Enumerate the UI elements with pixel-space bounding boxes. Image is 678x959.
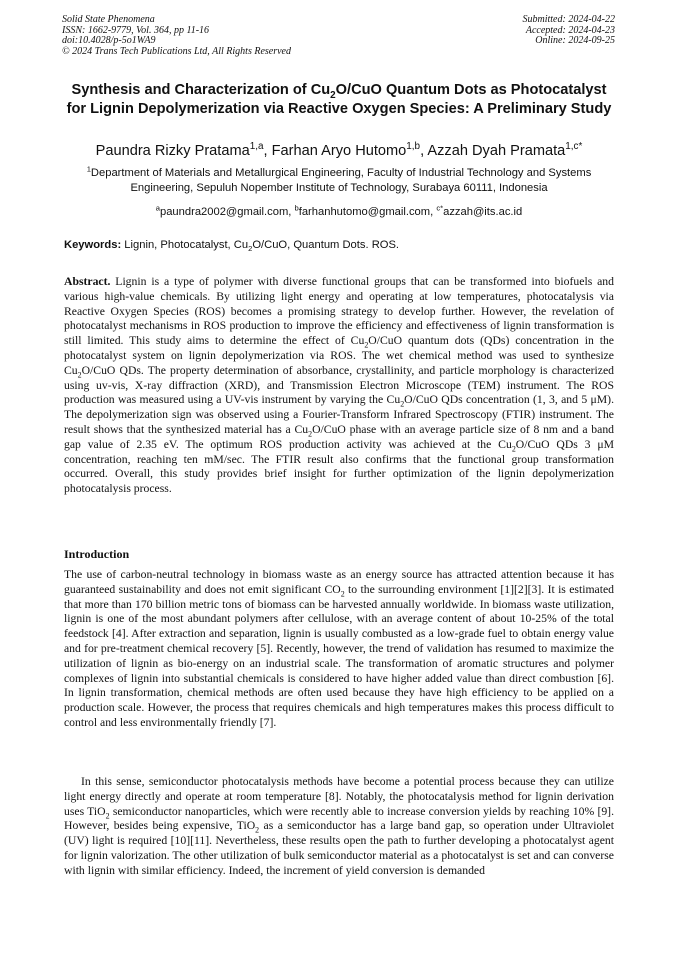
email-link[interactable]: azzah@its.ac.id <box>443 206 523 218</box>
keywords-subscript: 2 <box>248 244 253 254</box>
abstract <box>64 275 614 497</box>
abstract-subscript: 2 <box>308 429 313 439</box>
keywords <box>64 238 624 252</box>
accepted-date: Accepted: 2024-04-23 <box>525 24 615 36</box>
paragraph-subscript: 2 <box>340 589 345 599</box>
paragraph-text: In this sense, semiconductor photocatalysis methods have become a potential process because they can utilize light energy directly and operate at room temperature [8]. Notably, the photocatalysis method for lignin derivation uses TiO <box>64 775 614 818</box>
email-link[interactable]: paundra2002@gmail.com <box>159 206 289 218</box>
introduction-paragraph-2 <box>64 775 614 879</box>
title-text: Synthesis and Characterization of Cu <box>71 82 331 98</box>
abstract-subscript: 2 <box>77 370 82 380</box>
author-affiliation-mark: 1,c* <box>565 141 583 153</box>
author-name: Farhan Aryo Hutomo <box>271 143 407 159</box>
keywords-label: Keywords: <box>64 239 122 251</box>
paragraph-subscript: 2 <box>255 825 260 835</box>
email-mark: b <box>294 203 299 213</box>
paragraph-subscript: 2 <box>105 810 110 820</box>
abstract-subscript: 2 <box>400 399 405 409</box>
abstract-label: Abstract. <box>64 275 111 288</box>
abstract-text: O/CuO QDs 3 μM concentration, reaching ten mM/sec. The FTIR result also confirms that the functional group transformation occurred. Overall, this study provides brief insight for further optimization of the lignin depolymerization photocatalysis process. <box>64 437 614 496</box>
journal-issn: ISSN: 1662-9779, Vol. 364, pp 11-16 <box>62 24 210 36</box>
abstract-text: O/CuO phase with an average particle size of 8 nm and a band gap value of 2.35 eV. The optimum ROS production activity was achieved at the Cu <box>64 422 615 451</box>
paper-title <box>60 81 618 119</box>
online-date: Online: 2024-09-25 <box>535 35 615 47</box>
publication-dates <box>523 15 616 47</box>
journal-name: Solid State Phenomena <box>62 14 155 25</box>
author-list: Paundra Rizky Pratama$^{1,a}$, Farhan Aryo Hutomo$^{1,b}$, Azzah Dyah Pramata$^{1,c*}$ <box>95 141 583 159</box>
email-link[interactable]: farhanhutomo@gmail.com <box>298 206 431 218</box>
paragraph-text: to the surrounding environment [1][2][3]. It is estimated that more than 170 billion metric tons of biomass can be harvested annually worldwide. In biomass waste utilization, lignin is one of the most abundant polymers after cellulose, with an average content of about 10-25% of the total feedstock [4]. After extraction and separation, lignin is usually combusted as a low-grade fuel to obtain energy value and for pre-treatment chemical recovery [5]. Recently, however, the trend of validation has resumed to maximize the utilization of lignin as bio-energy on an industrial scale. The transformation of aromatic structures and polymer complexes of lignin into substantial chemicals is considered to have higher added value than direct combustion [6]. In lignin transformation, chemical methods are often used because they have high efficiency to be applied on a production scale. However, the process that requires chemicals and high temperatures makes this process difficult to control and less environmentally friendly [7]. <box>64 582 615 729</box>
abstract-text: Lignin is a type of polymer with diverse functional groups that can be transformed into biofuels and various high-value chemicals. By utilizing light energy and operating at low temperatures, photocatalysis via Reactive Oxygen Species (ROS) becomes a promising strategy to develop further. However, the revelation of photocatalyst mechanisms in ROS production to improve the efficiency and effectiveness of lignin transformation is still limited. This study aims to determine the effect of Cu <box>64 275 614 348</box>
affiliation-mark: 1 <box>86 164 91 174</box>
author-affiliation-mark: 1,b <box>406 141 421 153</box>
author-affiliation-mark: 1,a <box>249 141 264 153</box>
submitted-date: Submitted: 2024-04-22 <box>522 14 615 25</box>
title-subscript: 2 <box>330 89 336 101</box>
journal-doi[interactable]: doi:10.4028/p-5o1WA9 <box>62 35 156 47</box>
author-name: Paundra Rizky Pratama <box>95 143 250 159</box>
abstract-text: O/CuO QDs concentration (1, 3, and 5 μM). The depolymerization sign was observed using a Fourier-Transform Infrared Spectroscopy (FTIR) instrument. The result shows that the synthesized material has a Cu <box>64 393 614 436</box>
affiliation-text: Department of Materials and Metallurgical Engineering, Faculty of Industrial Technology and Systems Engineering, Sepuluh Nopember Institute of Technology, Surabaya 60111, Indonesia <box>90 167 592 194</box>
paragraph-text: semiconductor nanoparticles, which were recently able to increase conversion yields by reaching 10% [9]. However, besides being expensive, TiO <box>64 804 614 833</box>
abstract-text: O/CuO quantum dots (QDs) concentration in the photocatalyst system on lignin depolymerization via ROS. The wet chemical method was used to synthesize Cu <box>64 334 614 377</box>
abstract-subscript: 2 <box>511 444 516 454</box>
email-mark: a <box>155 203 160 213</box>
abstract-subscript: 2 <box>364 340 369 350</box>
paragraph-text: The use of carbon-neutral technology in biomass waste as an energy source has attracted attention because it has guaranteed sustainability and does not emit significant CO <box>64 568 614 596</box>
keywords-text: O/CuO, Quantum Dots. ROS. <box>252 239 400 251</box>
introduction-paragraph-1 <box>64 568 614 731</box>
title-text: O/CuO Quantum Dots as Photocatalyst for Lignin Depolymerization via Reactive Oxygen Species: A Preliminary Study <box>66 82 612 117</box>
section-heading-introduction: Introduction <box>64 547 130 561</box>
keywords-text: Lignin, Photocatalyst, Cu <box>121 239 249 251</box>
author-name: Azzah Dyah Pramata <box>427 143 566 159</box>
abstract-text: O/CuO QDs. The property determination of absorbance, crystallinity, and particle morphology is characterized using uv-vis, X-ray diffraction (XRD), and Transmission Electron Microscope (TEM) instrument. The ROS production was measured using a UV-vis instrument by varying the Cu <box>64 363 614 407</box>
affiliation <box>60 166 618 195</box>
journal-copyright: © 2024 Trans Tech Publications Ltd, All Rights Reserved <box>62 45 291 57</box>
author-emails: $^a$paundra2002@gmail.com, $^b$farhanhutomo@gmail.com, $^{c*}$azzah@its.ac.id <box>155 203 523 218</box>
journal-info <box>62 15 291 57</box>
email-mark: c* <box>436 203 444 213</box>
paragraph-text: as a semiconductor has a large band gap, so operation under Ultraviolet (UV) light is required [10][11]. Nevertheless, these results open the path to further developing a photocatalyst agent for lignin valorization. The other utilization of bulk semiconductor material as a photocatalyst is set and can converse with lignin with similar efficiency. Indeed, the increment of yield conversion is demanded <box>64 819 614 877</box>
